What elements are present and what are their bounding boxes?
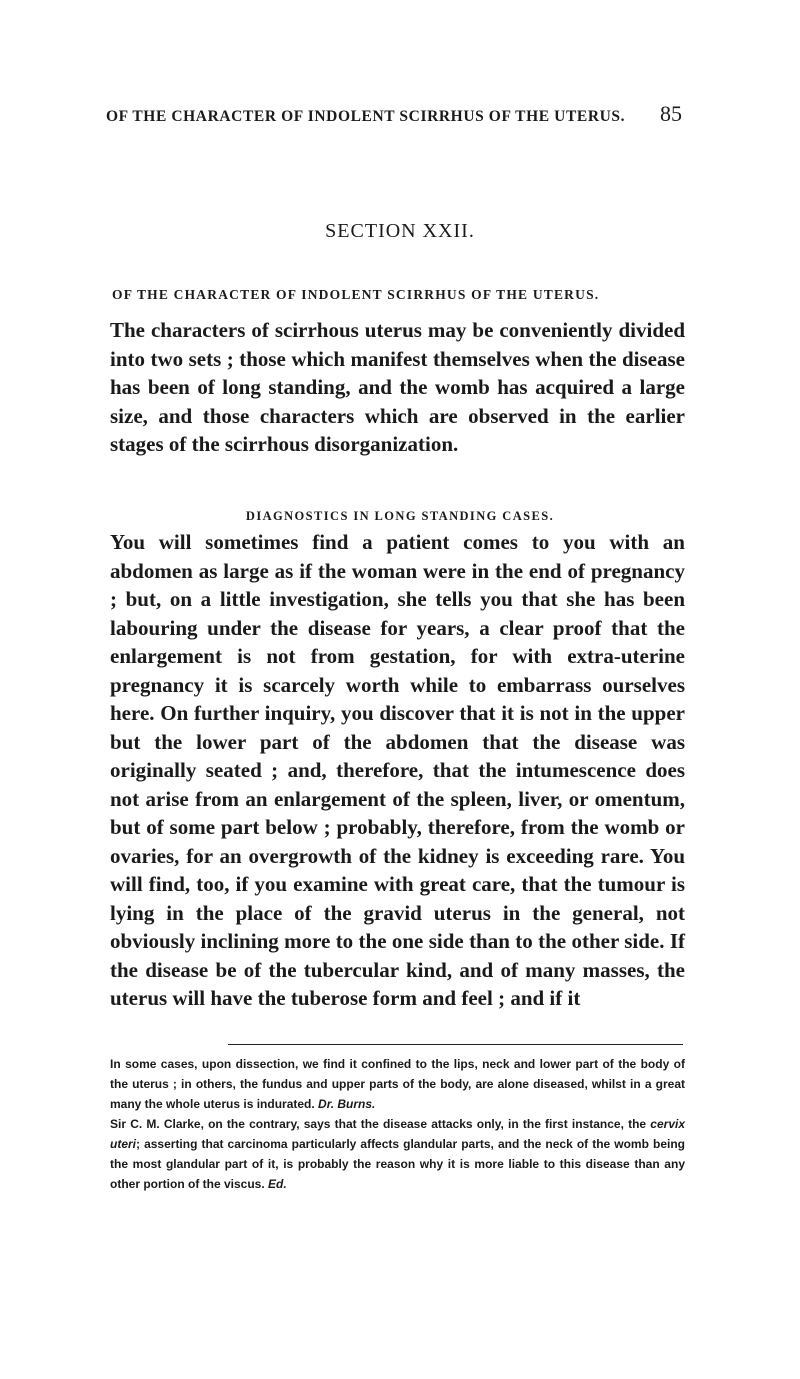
footnote-1-text: In some cases, upon dissection, we find it confined to the lips, neck and lower part of the body of the uterus ; in others, the fundus and upper parts of the body, are alone diseased, whilst in a great many the whole uterus is indurated. bbox=[110, 1057, 685, 1111]
footnote-paragraph-1 bbox=[110, 1054, 685, 1114]
running-head: OF THE CHARACTER OF INDOLENT SCIRRHUS OF THE UTERUS. bbox=[106, 108, 626, 125]
section-subtitle: OF THE CHARACTER OF INDOLENT SCIRRHUS OF THE UTERUS. bbox=[112, 287, 600, 302]
page-number: 85 bbox=[660, 101, 682, 126]
subheading-diagnostics: DIAGNOSTICS IN LONG STANDING CASES. bbox=[245, 509, 555, 523]
paragraph-intro: The characters of scirrhous uterus may be conveniently divided into two sets ; those which manifest themselves when the disease has been of long standing, and the womb has acquired a large size, and those characters which are observed in the earlier stages of the scirrhous disorganization. bbox=[110, 318, 685, 456]
footnote-2-attribution: Ed. bbox=[268, 1177, 287, 1191]
footnote-1-attribution: Dr. Burns. bbox=[318, 1097, 376, 1111]
footnote bbox=[110, 1054, 685, 1194]
section-title: SECTION XXII. bbox=[325, 220, 475, 242]
footnote-divider bbox=[228, 1044, 683, 1045]
footnote-2-text-b: ; asserting that carcinoma particularly affects glandular parts, and the neck of the womb being the most glandular part of it, is probably the reason why it is more liable to this disease than any other portion of the viscus. bbox=[110, 1137, 685, 1191]
footnote-2-text-a: Sir C. M. Clarke, on the contrary, says that the disease attacks only, in the first instance, the bbox=[110, 1117, 647, 1131]
footnote-2-italic: cervix uteri bbox=[110, 1117, 685, 1151]
footnote-paragraph-2 bbox=[110, 1114, 685, 1194]
paragraph-main: You will sometimes find a patient comes to you with an abdomen as large as if the woman were in the end of pregnancy ; but, on a little investigation, she tells you that she has been labouring under the disease for years, a clear proof that the enlargement is not from gestation, for with extra-uterine pregnancy it is scarcely worth while to embarrass ourselves here. On further inquiry, you discover that it is not in the upper but the lower part of the abdomen that the disease was originally seated ; and, therefore, that the intumescence does not arise from an enlargement of the spleen, liver, or omentum, but of some part below ; probably, therefore, from the womb or ovaries, for an overgrowth of the kidney is exceeding rare. You will find, too, if you examine with great care, that the tumour is lying in the place of the gravid uterus in the general, not obviously inclining more to the one side than to the other side. If the disease be of the tubercular kind, and of many masses, the uterus will have the tuberose form and feel ; and if it bbox=[110, 530, 685, 1010]
